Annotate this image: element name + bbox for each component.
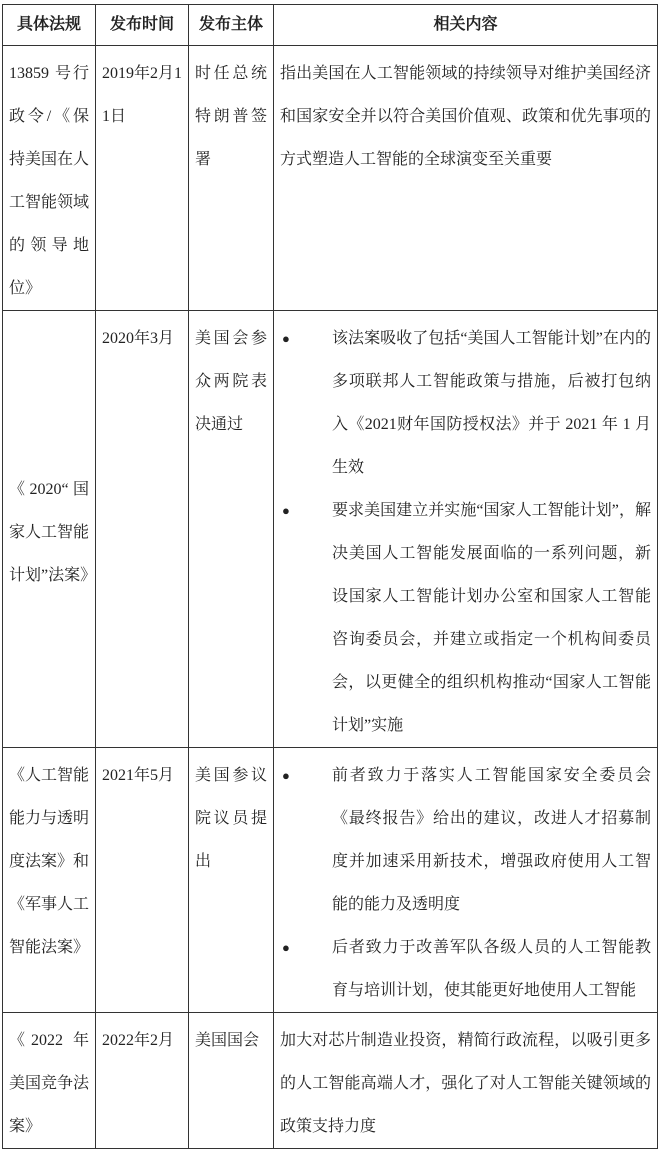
date-cell: 2020年3月 [96,311,189,748]
bullet-text: 要求美国建立并实施“国家人工智能计划”，解决美国人工智能发展面临的一系列问题，新设国家人工智能计划办公室和国家人工智能咨询委员会，并建立或指定一个机构间委员会，以更健全的组织机构推动“国家人工智能计划”实施 [332,502,651,734]
table-header-row [3,5,658,46]
bullet-item [280,754,651,926]
header-content: 相关内容 [274,5,658,46]
date-cell: 2021年5月 [96,748,189,1013]
bullet-text: 该法案吸收了包括“美国人工智能计划”在内的多项联邦人工智能政策与措施，后被打包纳入《2021财年国防授权法》并于 2021 年 1 月生效 [332,330,651,476]
bullet-text: 前者致力于落实人工智能国家安全委员会《最终报告》给出的建议，改进人才招募制度并加速采用新技术，增强政府使用人工智能的能力及透明度 [332,767,651,913]
issuer-cell: 时任总统特朗普签署 [189,46,274,311]
table-row [3,46,658,311]
table-row [3,311,658,748]
issuer-cell: 美国会参众两院表决通过 [189,311,274,748]
law-cell: 《2022 年美国竞争法案》 [3,1013,96,1149]
bullet-icon: ● [282,768,290,783]
bullet-item [280,317,651,489]
bullet-icon: ● [282,940,290,955]
header-date: 发布时间 [96,5,189,46]
issuer-cell: 美国国会 [189,1013,274,1149]
table-row [3,748,658,1013]
date-cell: 2022年2月 [96,1013,189,1149]
regulations-table [2,4,658,1149]
bullet-icon: ● [282,503,290,518]
content-cell: 加大对芯片制造业投资，精简行政流程，以吸引更多的人工智能高端人才，强化了对人工智能关键领域的政策支持力度 [274,1013,658,1149]
content-cell [274,748,658,1013]
bullet-text: 后者致力于改善军队各级人员的人工智能教育与培训计划，使其能更好地使用人工智能 [332,939,651,999]
law-cell: 《2020“国家人工智能计划”法案》 [3,311,96,748]
content-cell [274,311,658,748]
header-law: 具体法规 [3,5,96,46]
header-issuer: 发布主体 [189,5,274,46]
bullet-item [280,489,651,747]
content-cell: 指出美国在人工智能领域的持续领导对维护美国经济和国家安全并以符合美国价值观、政策和优先事项的方式塑造人工智能的全球演变至关重要 [274,46,658,311]
bullet-icon: ● [282,331,290,346]
date-cell: 2019年2月11日 [96,46,189,311]
table-row [3,1013,658,1149]
issuer-cell: 美国参议院议员提出 [189,748,274,1013]
law-cell: 13859 号行政令/《保持美国在人工智能领域的领导地位》 [3,46,96,311]
bullet-item [280,926,651,1012]
law-cell: 《人工智能能力与透明度法案》和《军事人工智能法案》 [3,748,96,1013]
